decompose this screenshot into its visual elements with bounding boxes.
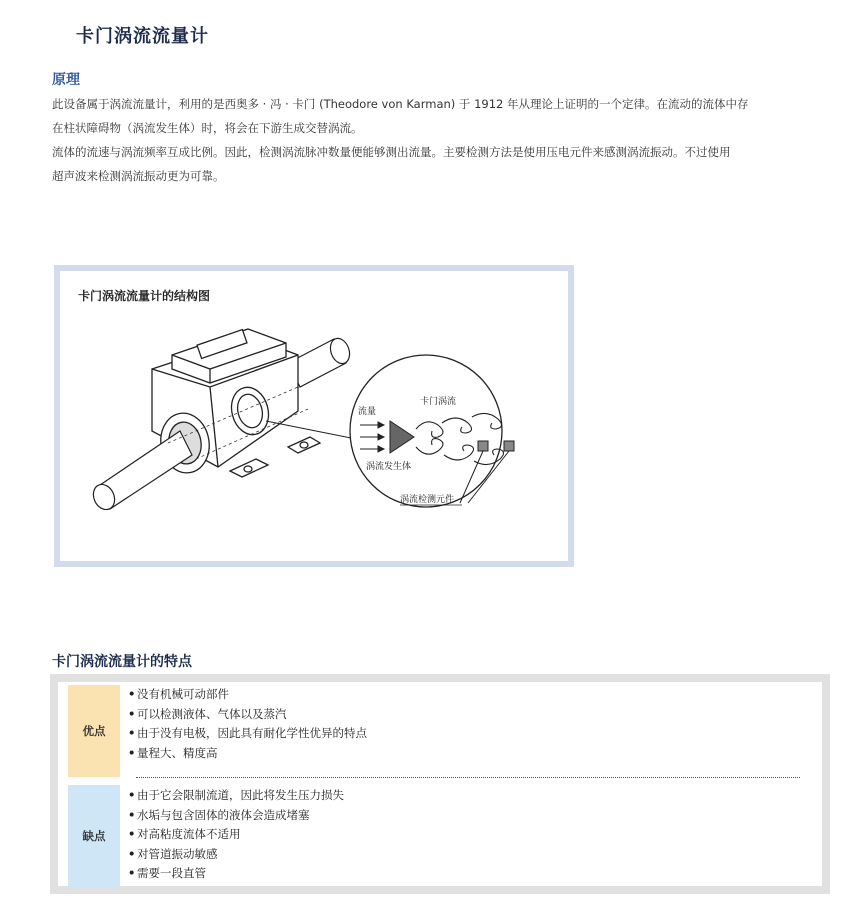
principle-text — [52, 92, 822, 188]
label-sensor-element: 涡流检测元件 — [400, 495, 455, 505]
list-item: • 没有机械可动部件 — [128, 685, 367, 705]
principle-line-2: 在柱状障碍物（涡流发生体）时，将会在下游生成交替涡流。 — [52, 121, 363, 135]
list-item: • 可以检测液体、气体以及蒸汽 — [128, 705, 367, 725]
bullet: • — [128, 726, 136, 740]
label-flow: 流量 — [358, 407, 377, 417]
divider — [136, 777, 800, 778]
bullet: • — [128, 745, 136, 760]
bullet: • — [128, 866, 136, 880]
figure-title: 卡门涡流流量计的结构图 — [78, 289, 211, 303]
structure-figure — [54, 265, 574, 567]
bullet: • — [128, 846, 136, 861]
features-box — [50, 674, 830, 894]
principle-line-1: 此设备属于涡流流量计，利用的是西奥多 · 冯 · 卡门 (Theodore von Karman) 于 1912 年从理论上证明的一个定律。在流动的流体中存 — [52, 97, 749, 111]
list-item: • 由于没有电极，因此具有耐化学性优异的特点 — [128, 724, 367, 744]
principle-line-3: 流体的流速与涡流频率互成比例。因此，检测涡流脉冲数量便能够测出流量。主要检测方法是使用压电元件来感测涡流振动。不过使用 — [52, 145, 731, 159]
cons-list — [128, 786, 344, 884]
list-item: • 对高粘度流体不适用 — [128, 825, 344, 845]
bullet: • — [128, 827, 136, 841]
flowmeter-diagram — [60, 271, 568, 561]
list-item: • 由于它会限制流道，因此将发生压力损失 — [128, 786, 344, 806]
bullet: • — [128, 706, 136, 721]
label-vortex-generator: 涡流发生体 — [366, 462, 412, 472]
magnified-view — [350, 355, 502, 507]
bullet: • — [128, 788, 136, 802]
bullet: • — [128, 807, 136, 822]
front-pipe-illustration — [89, 431, 192, 513]
features-heading: 卡门涡流流量计的特点 — [52, 654, 192, 670]
list-item: • 对管道振动敏感 — [128, 845, 344, 865]
pointer-line — [266, 421, 356, 439]
list-item: • 量程大、精度高 — [128, 744, 367, 764]
page-title: 卡门涡流流量计 — [76, 26, 209, 47]
list-item: • 需要一段直管 — [128, 864, 344, 884]
pros-list — [128, 685, 367, 763]
structure-figure-inner — [60, 271, 568, 561]
pros-label: 优点 — [68, 685, 120, 777]
cons-label: 缺点 — [68, 785, 120, 887]
principle-line-4: 超声波来检测涡流振动更为可靠。 — [52, 169, 225, 183]
principle-heading: 原理 — [52, 72, 80, 88]
bullet: • — [128, 687, 136, 701]
list-item: • 水垢与包含固体的液体会造成堵塞 — [128, 806, 344, 826]
label-karman-vortex: 卡门涡流 — [420, 397, 457, 407]
features-inner — [58, 682, 822, 886]
